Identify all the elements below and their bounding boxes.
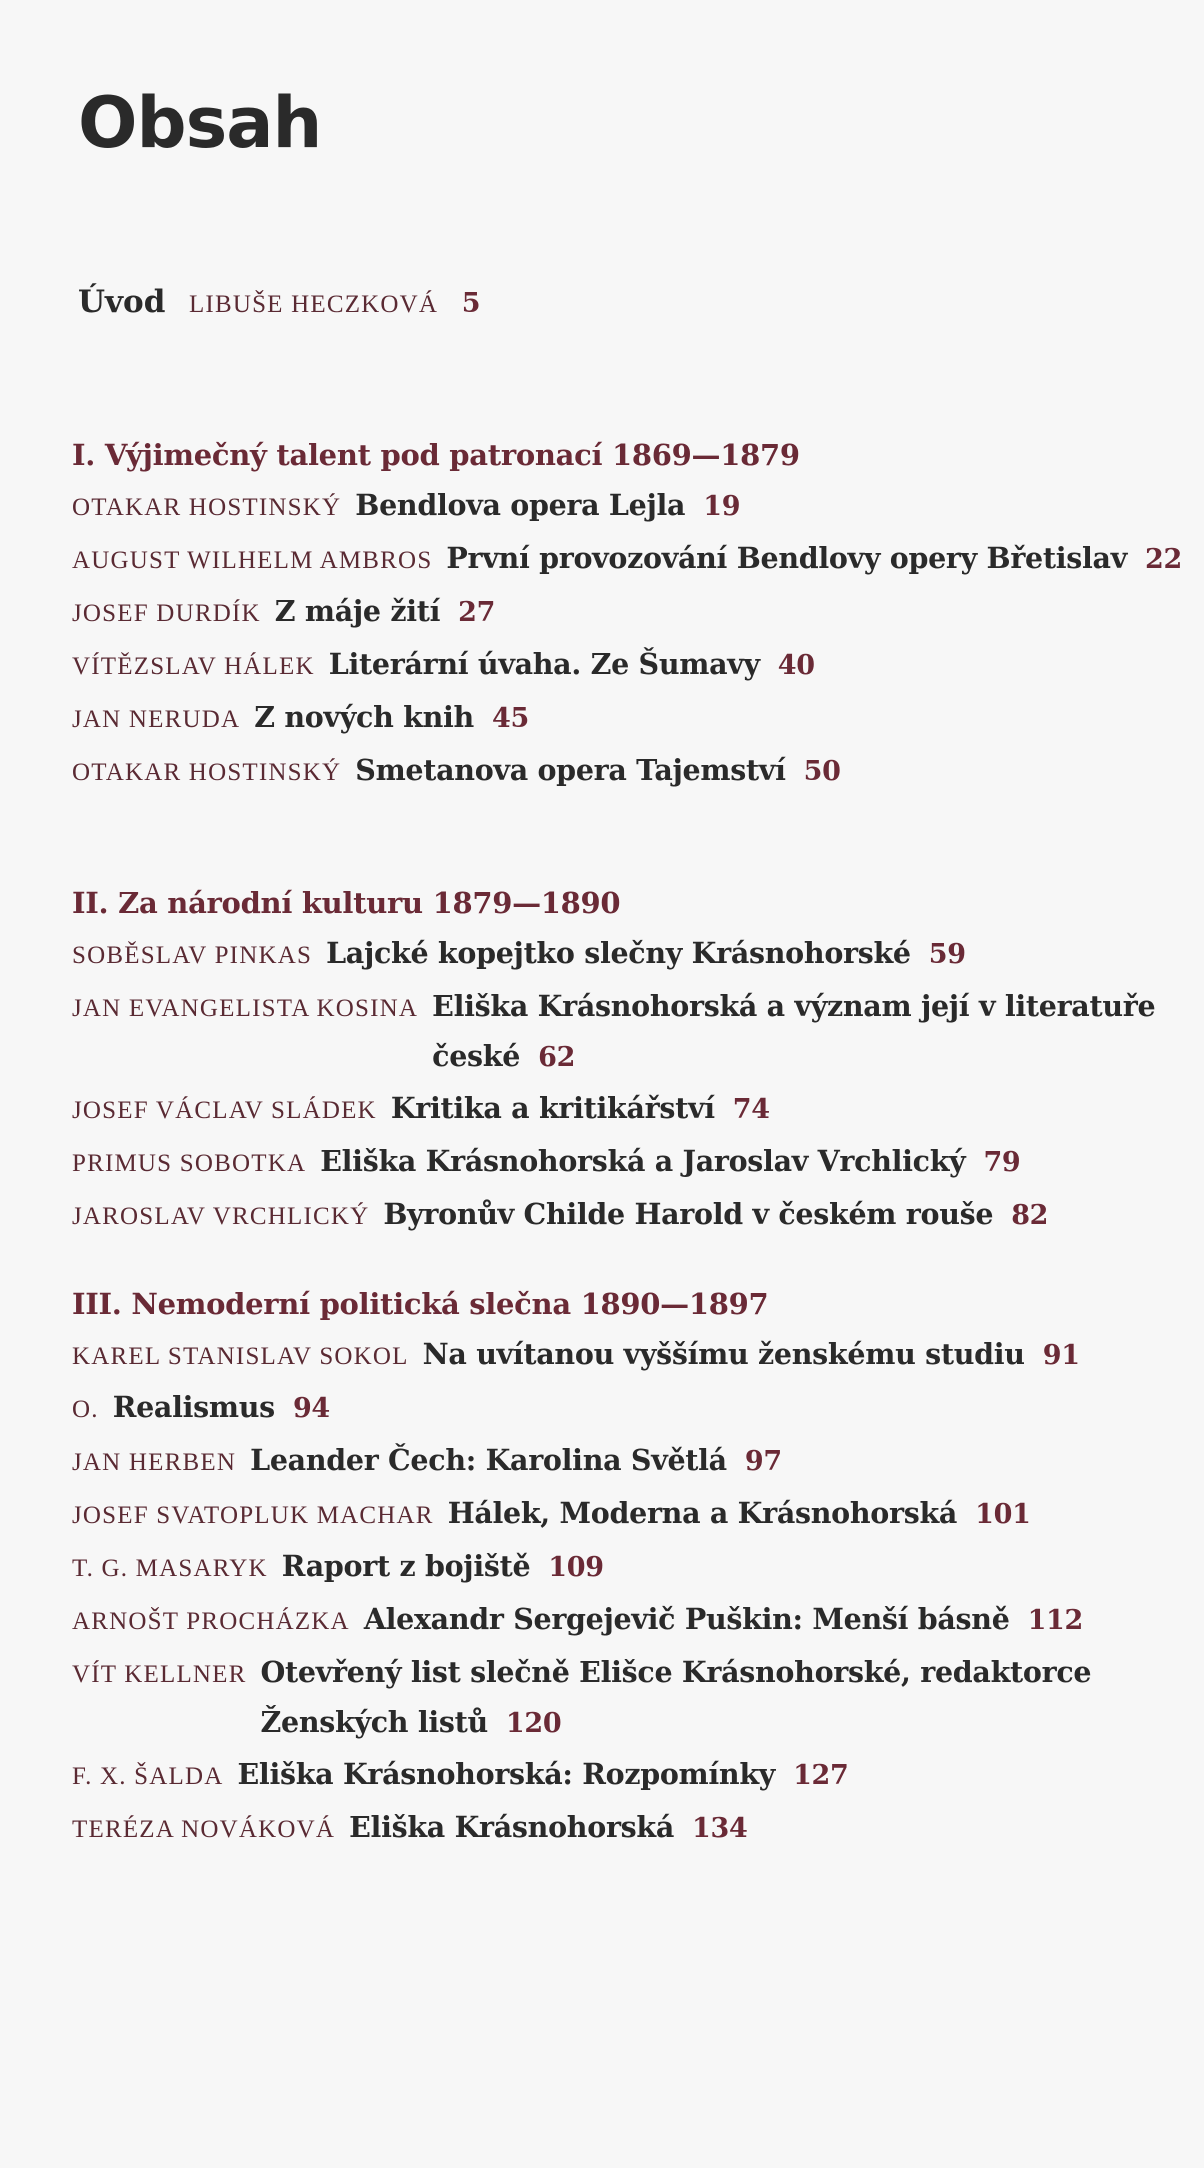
intro-author: LIBUŠE HECZKOVÁ	[188, 291, 439, 318]
entry-page-number: 120	[505, 1708, 562, 1739]
entry-title	[320, 1136, 1197, 1188]
entry-title	[364, 1594, 1197, 1646]
entry-title-text: Z máje žití	[274, 594, 441, 628]
entry-author: VÍT KELLNER	[72, 1661, 247, 1688]
entry-author: JAN HERBEN	[72, 1449, 237, 1476]
entry-title-text: Na uvítanou vyššímu ženskému studiu	[422, 1337, 1025, 1371]
section-entries	[72, 928, 1197, 1242]
toc-entry	[72, 1329, 1197, 1382]
entry-page-number: 127	[793, 1760, 849, 1791]
section-title: II. Za národní kulturu 1879—1890	[72, 886, 621, 920]
entry-title-text: Literární úvaha. Ze Šumavy	[328, 647, 760, 681]
section-title: III. Nemoderní politická slečna 1890—1897	[72, 1287, 769, 1321]
intro-title: Úvod	[78, 284, 166, 320]
entry-title-text: První provozování Bendlovy opery Břetislav	[446, 541, 1127, 575]
section-2	[72, 878, 1197, 1242]
toc-entry	[72, 692, 1197, 745]
entry-page-number: 101	[975, 1499, 1031, 1530]
entry-page-number: 45	[491, 703, 529, 734]
entry-page-number: 19	[703, 491, 741, 522]
entry-author: SOBĚSLAV PINKAS	[72, 942, 313, 969]
entry-title-text: Raport z bojiště	[281, 1549, 531, 1583]
entry-title-text: Leander Čech: Karolina Světlá	[250, 1443, 727, 1477]
toc-entry	[72, 1382, 1197, 1435]
entry-title	[275, 586, 1197, 638]
entry-author: OTAKAR HOSTINSKÝ	[72, 494, 342, 521]
entry-title-text: Lajcké kopejtko slečny Krásnohorské	[326, 936, 911, 970]
toc-entry	[72, 1435, 1197, 1488]
entry-title	[383, 1189, 1197, 1241]
entry-title	[391, 1083, 1197, 1135]
entry-author: VÍTĚZSLAV HÁLEK	[72, 653, 315, 680]
entry-author: TERÉZA NOVÁKOVÁ	[72, 1816, 336, 1843]
entry-title-text: Bendlova opera Lejla	[355, 488, 686, 522]
entry-title-text: Hálek, Moderna a Krásnohorská	[447, 1496, 958, 1530]
entry-page-number: 79	[983, 1147, 1021, 1178]
toc-entry	[72, 1749, 1197, 1802]
entry-title	[448, 1488, 1197, 1540]
toc-entry	[72, 745, 1197, 798]
entry-author: OTAKAR HOSTINSKÝ	[72, 759, 342, 786]
toc-entry	[72, 981, 1197, 1083]
entry-title-text: Eliška Krásnohorská: Rozpomínky	[237, 1757, 776, 1791]
entry-page-number: 59	[928, 939, 966, 970]
toc-entry	[72, 586, 1197, 639]
entry-title	[329, 639, 1197, 691]
entry-page-number: 50	[803, 756, 841, 787]
toc-entry	[72, 1802, 1197, 1855]
entry-author: JOSEF SVATOPLUK MACHAR	[72, 1502, 434, 1529]
entry-title-text: Realismus	[112, 1390, 275, 1424]
entry-title	[355, 480, 1197, 532]
entry-title-text: Kritika a kritikářství	[390, 1091, 715, 1125]
entry-title	[432, 981, 1197, 1083]
section-entries	[72, 480, 1197, 798]
entry-title	[326, 928, 1197, 980]
entry-title-text: Eliška Krásnohorská a význam její v literatuře české	[432, 989, 1156, 1073]
entry-author: JOSEF DURDÍK	[72, 600, 261, 627]
toc-entry	[72, 1189, 1197, 1242]
entry-author: AUGUST WILHELM AMBROS	[72, 547, 433, 574]
toc-entry	[72, 639, 1197, 692]
entry-title	[355, 745, 1197, 797]
entry-title	[250, 1435, 1197, 1487]
entry-page-number: 82	[1011, 1200, 1049, 1231]
entry-title-text: Otevřený list slečně Elišce Krásnohorské, redaktorce Ženských listů	[260, 1655, 1092, 1739]
entry-author: ARNOŠT PROCHÁZKA	[72, 1608, 350, 1635]
entry-author: T. G. MASARYK	[72, 1555, 268, 1582]
entry-title-text: Eliška Krásnohorská	[349, 1810, 675, 1844]
intro-entry	[78, 282, 481, 325]
toc-entry	[72, 1083, 1197, 1136]
entry-page-number: 109	[548, 1552, 604, 1583]
entry-title	[282, 1541, 1197, 1593]
entry-author: JAN EVANGELISTA KOSINA	[72, 995, 419, 1022]
toc-entry	[72, 480, 1197, 533]
toc-entry	[72, 928, 1197, 981]
toc-entry	[72, 1647, 1197, 1749]
entry-title	[261, 1647, 1197, 1749]
entry-title	[349, 1802, 1197, 1854]
entry-author: JAROSLAV VRCHLICKÝ	[72, 1203, 370, 1230]
toc-entry	[72, 1136, 1197, 1189]
section-title: I. Výjimečný talent pod patronací 1869—1879	[72, 438, 800, 472]
entry-page-number: 40	[777, 650, 815, 681]
entry-author: JOSEF VÁCLAV SLÁDEK	[72, 1097, 377, 1124]
section-1	[72, 430, 1197, 798]
section-3	[72, 1279, 1197, 1855]
entry-page-number: 62	[538, 1042, 576, 1073]
entry-author: F. X. ŠALDA	[72, 1763, 224, 1790]
entry-title	[423, 1329, 1197, 1381]
entry-title	[446, 533, 1197, 585]
intro-page-number: 5	[461, 288, 481, 319]
entry-title	[238, 1749, 1198, 1801]
toc-entry	[72, 1594, 1197, 1647]
entry-author: O.	[72, 1396, 99, 1423]
page-title: Obsah	[78, 82, 322, 164]
entry-author: KAREL STANISLAV SOKOL	[72, 1343, 409, 1370]
entry-title	[113, 1382, 1197, 1434]
entry-page-number: 97	[744, 1446, 782, 1477]
entry-page-number: 91	[1042, 1340, 1080, 1371]
entry-title-text: Eliška Krásnohorská a Jaroslav Vrchlický	[320, 1144, 966, 1178]
section-entries	[72, 1329, 1197, 1855]
entry-author: JAN NERUDA	[72, 706, 241, 733]
entry-title-text: Z nových knih	[254, 700, 474, 734]
toc-entry	[72, 533, 1197, 586]
toc-entry	[72, 1541, 1197, 1594]
entry-page-number: 27	[458, 597, 496, 628]
entry-page-number: 22	[1144, 544, 1182, 575]
entry-title-text: Byronův Childe Harold v českém rouše	[383, 1197, 994, 1231]
entry-title-text: Smetanova opera Tajemství	[355, 753, 786, 787]
entry-title-text: Alexandr Sergejevič Puškin: Menší básně	[363, 1602, 1010, 1636]
entry-page-number: 112	[1027, 1605, 1084, 1636]
entry-author: PRIMUS SOBOTKA	[72, 1150, 307, 1177]
entry-title	[254, 692, 1197, 744]
toc-entry	[72, 1488, 1197, 1541]
entry-page-number: 94	[292, 1393, 330, 1424]
entry-page-number: 74	[732, 1094, 770, 1125]
entry-page-number: 134	[692, 1813, 748, 1844]
